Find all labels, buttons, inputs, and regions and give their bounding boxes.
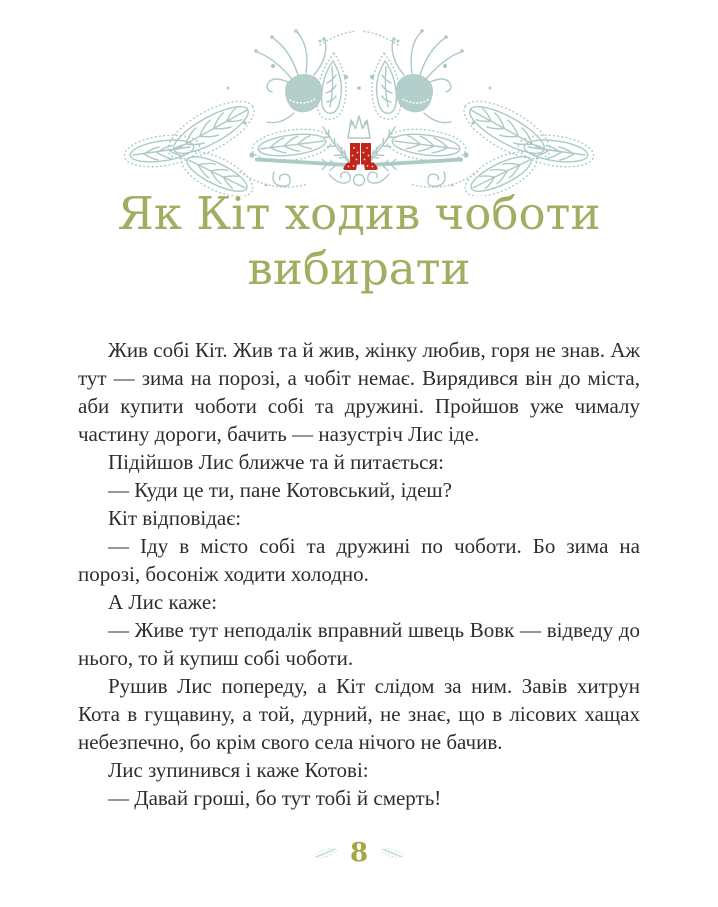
story-title-line2: вибирати: [247, 242, 471, 295]
story-paragraph: — Куди це ти, пане Котовський, ідеш?: [108, 478, 452, 502]
story-paragraph: — Живе тут неподалік вправний швець Вовк — відведу до нього, то й купиш собі чоботи.: [78, 618, 640, 670]
ornament-circle: [354, 175, 365, 186]
story-title: [0, 186, 718, 296]
crown-icon: [348, 116, 370, 138]
story-paragraph: Лис зупинився і каже Котові:: [108, 758, 369, 782]
page-number: 8: [349, 838, 369, 868]
story-title-line1: Як Кіт ходив чоботи: [117, 187, 601, 240]
story-paragraph: Жив собі Кіт. Жив та й жив, жінку любив, горя не знав. Аж тут — зима на порозі, а чобіт немає. Вирядився він до міста, аби купити чоботи собі та дружині. Пройшов уже чималу частину дороги, бачить — назустріч Лис іде.: [78, 338, 640, 446]
story-paragraph: — Давай гроші, бо тут тобі й смерть!: [108, 786, 442, 810]
story-paragraph: Кіт відповідає:: [108, 506, 242, 530]
page-footer: [0, 840, 718, 866]
floral-header-ornament: [124, 24, 594, 196]
leaf-ornament-icon: [377, 843, 407, 863]
story-paragraph: — Іду в місто собі та дружині по чоботи. Бо зима на порозі, босоніж ходити холодно.: [78, 534, 640, 586]
story-paragraph: Рушив Лис попереду, а Кіт слідом за ним. Завів хитрун Кота в гущавину, а той, дурний, не знає, що в лісових хащах небезпечно, бо крім свого села нічого не бачив.: [78, 674, 640, 754]
story-text: [78, 336, 640, 812]
leaf-ornament-icon: [311, 843, 341, 863]
story-paragraph: Підійшов Лис ближче та й питається:: [108, 450, 444, 474]
story-paragraph: А Лис каже:: [108, 590, 218, 614]
